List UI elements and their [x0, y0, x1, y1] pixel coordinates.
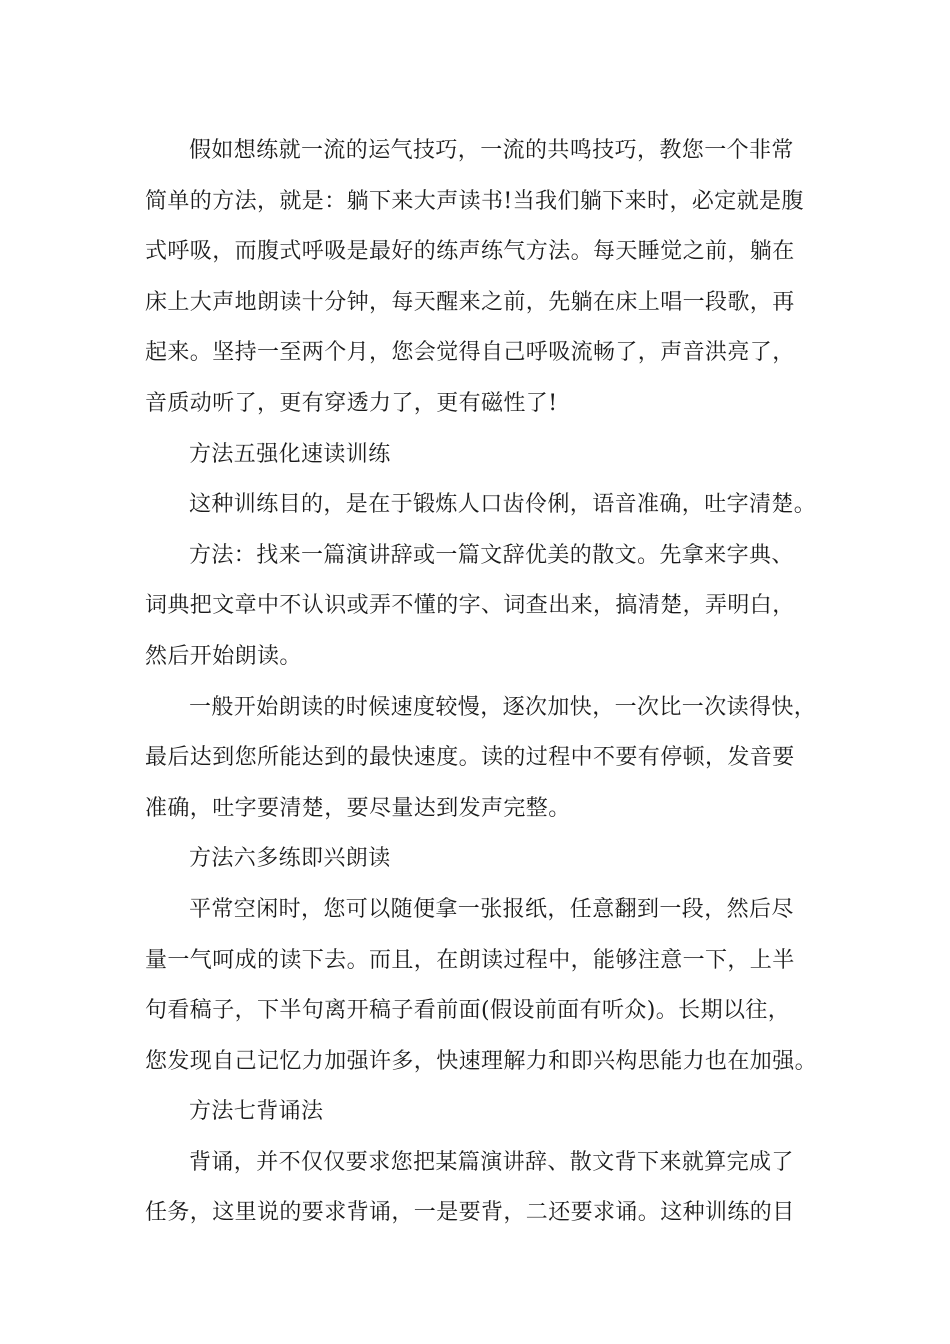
text-line: 背诵，并不仅仅要求您把某篇演讲辞、散文背下来就算完成了 — [189, 1149, 794, 1175]
text-line: 平常空闲时，您可以随便拿一张报纸，任意翻到一段，然后尽 — [189, 896, 794, 922]
text-line: 句看稿子，下半句离开稿子看前面(假设前面有听众)。长期以往， — [145, 998, 791, 1024]
text-line: 音质动听了，更有穿透力了，更有磁性了! — [145, 390, 558, 416]
text-line: 起来。坚持一至两个月，您会觉得自己呼吸流畅了，声音洪亮了， — [145, 340, 795, 366]
text-line: 方法：找来一篇演讲辞或一篇文辞优美的散文。先拿来字典、 — [189, 542, 794, 568]
text-line: 这种训练目的，是在于锻炼人口齿伶俐，语音准确，吐字清楚。 — [189, 492, 817, 518]
text-line: 式呼吸，而腹式呼吸是最好的练声练气方法。每天睡觉之前，躺在 — [145, 239, 795, 265]
text-line: 准确，吐字要清楚，要尽量达到发声完整。 — [145, 795, 571, 821]
text-line: 词典把文章中不认识或弄不懂的字、词查出来，搞清楚，弄明白， — [145, 593, 795, 619]
text-line: 最后达到您所能达到的最快速度。读的过程中不要有停顿，发音要 — [145, 745, 795, 771]
text-line: 床上大声地朗读十分钟，每天醒来之前，先躺在床上唱一段歌，再 — [145, 289, 795, 315]
text-line: 量一气呵成的读下去。而且，在朗读过程中，能够注意一下，上半 — [145, 947, 795, 973]
text-line: 一般开始朗读的时候速度较慢，逐次加快，一次比一次读得快， — [189, 694, 817, 720]
text-line: 然后开始朗读。 — [145, 643, 302, 669]
text-line: 方法五强化速读训练 — [189, 441, 391, 467]
text-line: 任务，这里说的要求背诵，一是要背，二还要求诵。这种训练的目 — [145, 1200, 795, 1226]
text-line: 您发现自己记忆力加强许多，快速理解力和即兴构思能力也在加强。 — [145, 1048, 818, 1074]
text-line: 方法七背诵法 — [189, 1099, 324, 1125]
text-line: 简单的方法，就是：躺下来大声读书!当我们躺下来时，必定就是腹 — [145, 188, 804, 214]
text-line: 假如想练就一流的运气技巧，一流的共鸣技巧，教您一个非常 — [189, 138, 794, 163]
text-line: 方法六多练即兴朗读 — [189, 846, 391, 872]
body-text — [145, 126, 825, 1239]
